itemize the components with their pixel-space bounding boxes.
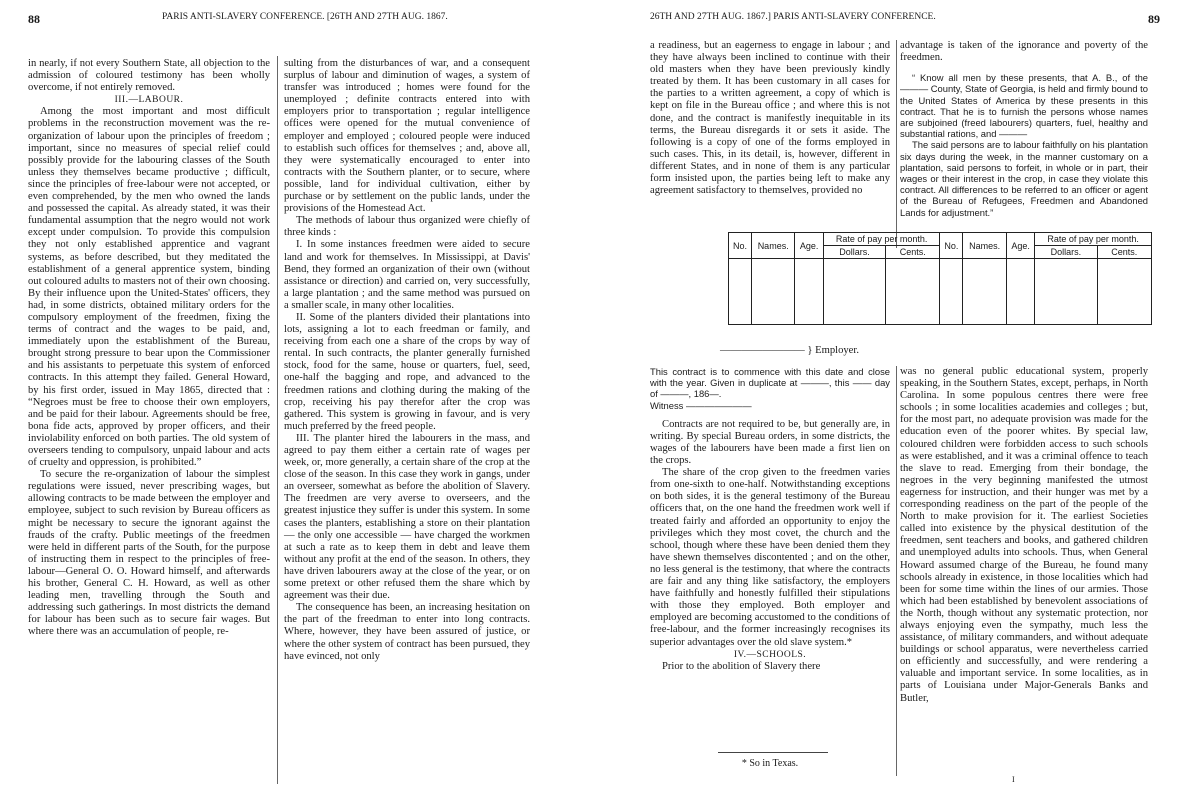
intro-paragraph: in nearly, if not every Southern State, all objection to the admission of coloured testimony has been wholly overcome, if not entirely removed.: [28, 58, 270, 94]
table-cell: [1035, 259, 1097, 325]
table-header-names: Names.: [751, 233, 795, 259]
table-header-rate: Rate of pay per month.: [1035, 233, 1152, 246]
signature-mark: I: [1012, 775, 1015, 784]
witness-line: Witness ———————: [650, 399, 752, 411]
paragraph: The consequence has been, an increasing hesitation on the part of the freedman to enter into long contracts. Where, however, they have been assured of justice, or where the other system of contract has been pursued, they have evinced, not only: [284, 602, 530, 662]
paragraph: sulting from the disturbances of war, and a consequent surplus of labour and diminution of wages, a system of transfer was introduced ; homes were found for the unemployed ; definite contracts entered into with employers prior to transportation ; regular intelligence offices were opened for the mutual convenience of employer and employed ; coloured people were induced to establish such offices for themselves ; and, above all, they were systematically encouraged to enter into contracts with the Southern planter, or to secure, where possible, land for individual cultivation, either by purchase or by settlement on the public lands, under the provisions of the Homestead Act.: [284, 58, 530, 215]
table-subheader-cents: Cents.: [1097, 246, 1151, 259]
right-bottom-column-1: [650, 366, 890, 673]
paragraph: advantage is taken of the ignorance and poverty of the freedmen.: [900, 40, 1148, 64]
table-cell: [795, 259, 823, 325]
contract-table: [728, 232, 1152, 325]
right-top-column-2: [900, 40, 1148, 218]
paragraph: III. The planter hired the labourers in the mass, and agreed to pay them either a certain rate of wages per week, or, more generally, a certain share of the crop at the close of the season. In this case they work in gangs, under an overseer, somewhat as before the abolition of Slavery. The freedmen are very averse to overseers, and the greatest injustice they suffer is under this system. In some cases the planters, establishing a store on their plantation — the only one accessible — have charged the workmen at such a rate as to keep them in debt and leave them without any profit at the end of the season. In others, they have driven labourers away at the close of the year, or on some pretext or other refused them the share which by agreement was their due.: [284, 432, 530, 602]
table-header-age: Age.: [795, 233, 823, 259]
table-cell: [823, 259, 885, 325]
paragraph: The share of the crop given to the freedmen varies from one-sixth to one-half. Notwithstanding exceptions on both sides, it is the general testimony of the Bureau officers that, on the one hand the freedmen work well if treated fairly and afforded an opportunity to enjoy the privileges which they most covet, the church and the school, though where these have been denied them they have shewn themselves discontented ; and on the other, no less general is the testimony, that where the contracts are fair and any thing like satisfactory, the employers have faithfully and honestly fulfilled their stipulations with those they employed. Both employer and employed are becoming accustomed to the conditions of free-labour, and the former increasingly recognises its superior advantages over the old slave system.*: [650, 467, 890, 648]
left-column-1: [28, 58, 270, 639]
table-cell: [1097, 259, 1151, 325]
footnote-rule: [718, 752, 828, 753]
table-header-no: No.: [729, 233, 752, 259]
paragraph: Contracts are not required to be, but generally are, in writing. By special Bureau orders, in some districts, the wages of the labourers have been made a first lien on the crops.: [650, 418, 890, 467]
right-bottom-column-2: [900, 366, 1148, 705]
paragraph: Prior to the abolition of Slavery there: [662, 660, 821, 672]
right-top-column-1: [650, 40, 890, 197]
column-divider: [277, 56, 278, 784]
left-column-2: [284, 58, 530, 663]
table-cell: [963, 259, 1007, 325]
contract-form-text: The said persons are to labour faithfully on his plantation six days during the week, in the manner customary on a plantation, said persons to forfeit, in whole or in part, their wages or their interest in the crop, in case they violate this contract. All differences to be referred to an officer or agent of the Bureau of Refugees, Freedmen and Abandoned Lands for adjustment.”: [900, 139, 1148, 218]
table-subheader-dollars: Dollars.: [823, 246, 885, 259]
paragraph: II. Some of the planters divided their plantations into lots, assigning a lot to each freedman or family, and receiving from each one a share of the crops by way of rental. In such contracts, the planter generally furnished stock, food for the same, house or quarters, fuel, seed, one-half the bagging and rope, and advanced to the freedmen rations and clothing during the making of the crop, receiving his pay therefor after the crop was gathered. This system is growing in favour, and is very much preferred by the freed people.: [284, 311, 530, 432]
paragraph: To secure the re-organization of labour the simplest regulations were issued, never prescribing wages, but allowing contracts to be made between the employer and employee, subject to such revision by Bureau officers as might be necessary to secure the ignorant against the frauds of the crafty. Public meetings of the freedmen were held in different parts of the South, for the purpose of instructing them in respect to the principles of free-labour—General O. O. Howard himself, and afterwards his brother, General C. H. Howard, as well as other leading men, travelling through the South and addressing such gatherings. In most districts the demand for labour has been such as to secure fair wages. But where there was an accumulation of people, re-: [28, 469, 270, 638]
running-head-left: PARIS ANTI-SLAVERY CONFERENCE. [26TH AND 27TH AUG. 1867.: [162, 12, 448, 22]
column-divider: [896, 40, 897, 248]
table-cell: [886, 259, 940, 325]
table-cell: [940, 259, 963, 325]
paragraph: Among the most important and most difficult problems in the reconstruction movement was the re-organization of labour upon the principles of freedom ; important, since no measures of special relief could possibly provide for the labouring classes of the South unless they themselves became productive ; difficult, since the principles of free-labour were not accepted, or even comprehended, by the men who owned the lands and possessed the capital. As already stated, it was their fundamental assumption that the negro would not work except under compulsion. To provide this compulsion they not only established apprentice and vagrant systems, as before described, but they meditated the establishment of a general apprentice system, binding out coloured adults to masters not of their own choosing. By their influence upon the United-States' officers, they had, in some districts, obtained military orders for the compulsory employment of the freedmen, fixing the terms of contract and the wages to be paid, and, immediately upon the establishment of the Bureau, brought strong pressure to bear upon the Commissioner and his assistants to perpetuate this system of enforced contracts. In this attempt they failed. General Howard, by his first order, issued in May 1865, directed that : “Negroes must be free to choose their own employers, and be paid for their labour. Agreements should be free, bona fide acts, approved by proper officers, and their inviolability enforced on both parties. The old system of overseers tending to compulsory, unpaid labour and acts of cruelty and oppression, is prohibited.”: [28, 106, 270, 469]
employer-line: ———————— } Employer.: [720, 345, 859, 356]
table-header-age: Age.: [1006, 233, 1034, 259]
footnote: * So in Texas.: [741, 758, 799, 769]
table-cell: [751, 259, 795, 325]
paragraph: a readiness, but an eagerness to engage in labour ; and they have always been inclined to continue with their old masters when they have been previously kindly treated by them. It has been customary in all cases for the parties to a written agreement, a copy of which is kept on file in the Bureau office ; and where this is not done, and the contract is manifestly inequitable in its terms, the Bureau disregards it or sets it aside. The following is a copy of one of the forms employed in such cases. This, in its detail, is, however, different in different States, and in none of them is any particular form insisted upon, the parties being left to make any agreement satisfactory to themselves, provided no: [650, 40, 890, 197]
page-number-right: 89: [1148, 12, 1160, 26]
paragraph: was no general public educational system, properly speaking, in the Southern States, except, perhaps, in North Carolina. In some populous centres there were free schools ; in some localities academies and colleges ; but, for the most part, no adequate provision was made for the education even of the poorer whites. By special law, coloured children were forbidden access to such schools as were established, and it was a criminal offence to teach the slave to read. Emerging from their bondage, the negroes in the very beginning manifested the utmost eagerness for instruction, and their hunger was met by a corresponding readiness on the part of the people of the North to make provision for it. The earliest Societies called into existence by the physical destitution of the freedmen, sent teachers and books, and gathered children and unemployed adults into schools. Thus, when General Howard assumed charge of the Bureau, he found many schools already in existence, in those localities which had been for some time within the lines of our armies. Those which had been established by benevolent associations of the North, though without any systematic protection, nor always enjoying even the sympathy, much less the assistance, of military commanders, and without adequate buildings or school apparatus, were nevertheless carried on efficiently and successfully, and were rendering a valuable and important service. In some localities, as in parts of Louisiana under Major-Generals Banks and Butler,: [900, 366, 1148, 704]
section-heading-labour: III.—LABOUR.: [114, 95, 184, 106]
section-heading-schools: IV.—SCHOOLS.: [733, 649, 807, 660]
paragraph: I. In some instances freedmen were aided to secure land and work for themselves. In Mississippi, at Davis' Bend, they formed an organization of their own (without assistance or direction) and carried on, very successfully, a large plantation ; and the same method was pursued on a smaller scale, in many other localities.: [284, 239, 530, 311]
column-divider: [896, 366, 897, 776]
table-cell: [729, 259, 752, 325]
table-cell: [1006, 259, 1034, 325]
table-header-rate: Rate of pay per month.: [823, 233, 940, 246]
table-subheader-cents: Cents.: [886, 246, 940, 259]
contract-form-text: “ Know all men by these presents, that A. B., of the ——— County, State of Georgia, is held and firmly bound to the United States of America by these presents in this contract. That he is to furnish the persons whose names are subjoined (freed labourers) quarters, fuel, healthy and substantial rations, and ———: [900, 72, 1148, 140]
page-number-left: 88: [28, 12, 40, 26]
commence-text: This contract is to commence with this date and close with the year. Given in duplicate at ———, this —— day of ———, 186—.: [650, 366, 890, 400]
table-header-no: No.: [940, 233, 963, 259]
right-page: [600, 0, 1200, 793]
table-header-names: Names.: [963, 233, 1007, 259]
running-head-right: 26TH AND 27TH AUG. 1867.] PARIS ANTI-SLAVERY CONFERENCE.: [650, 12, 936, 22]
paragraph: The methods of labour thus organized were chiefly of three kinds :: [284, 215, 530, 239]
table-subheader-dollars: Dollars.: [1035, 246, 1097, 259]
